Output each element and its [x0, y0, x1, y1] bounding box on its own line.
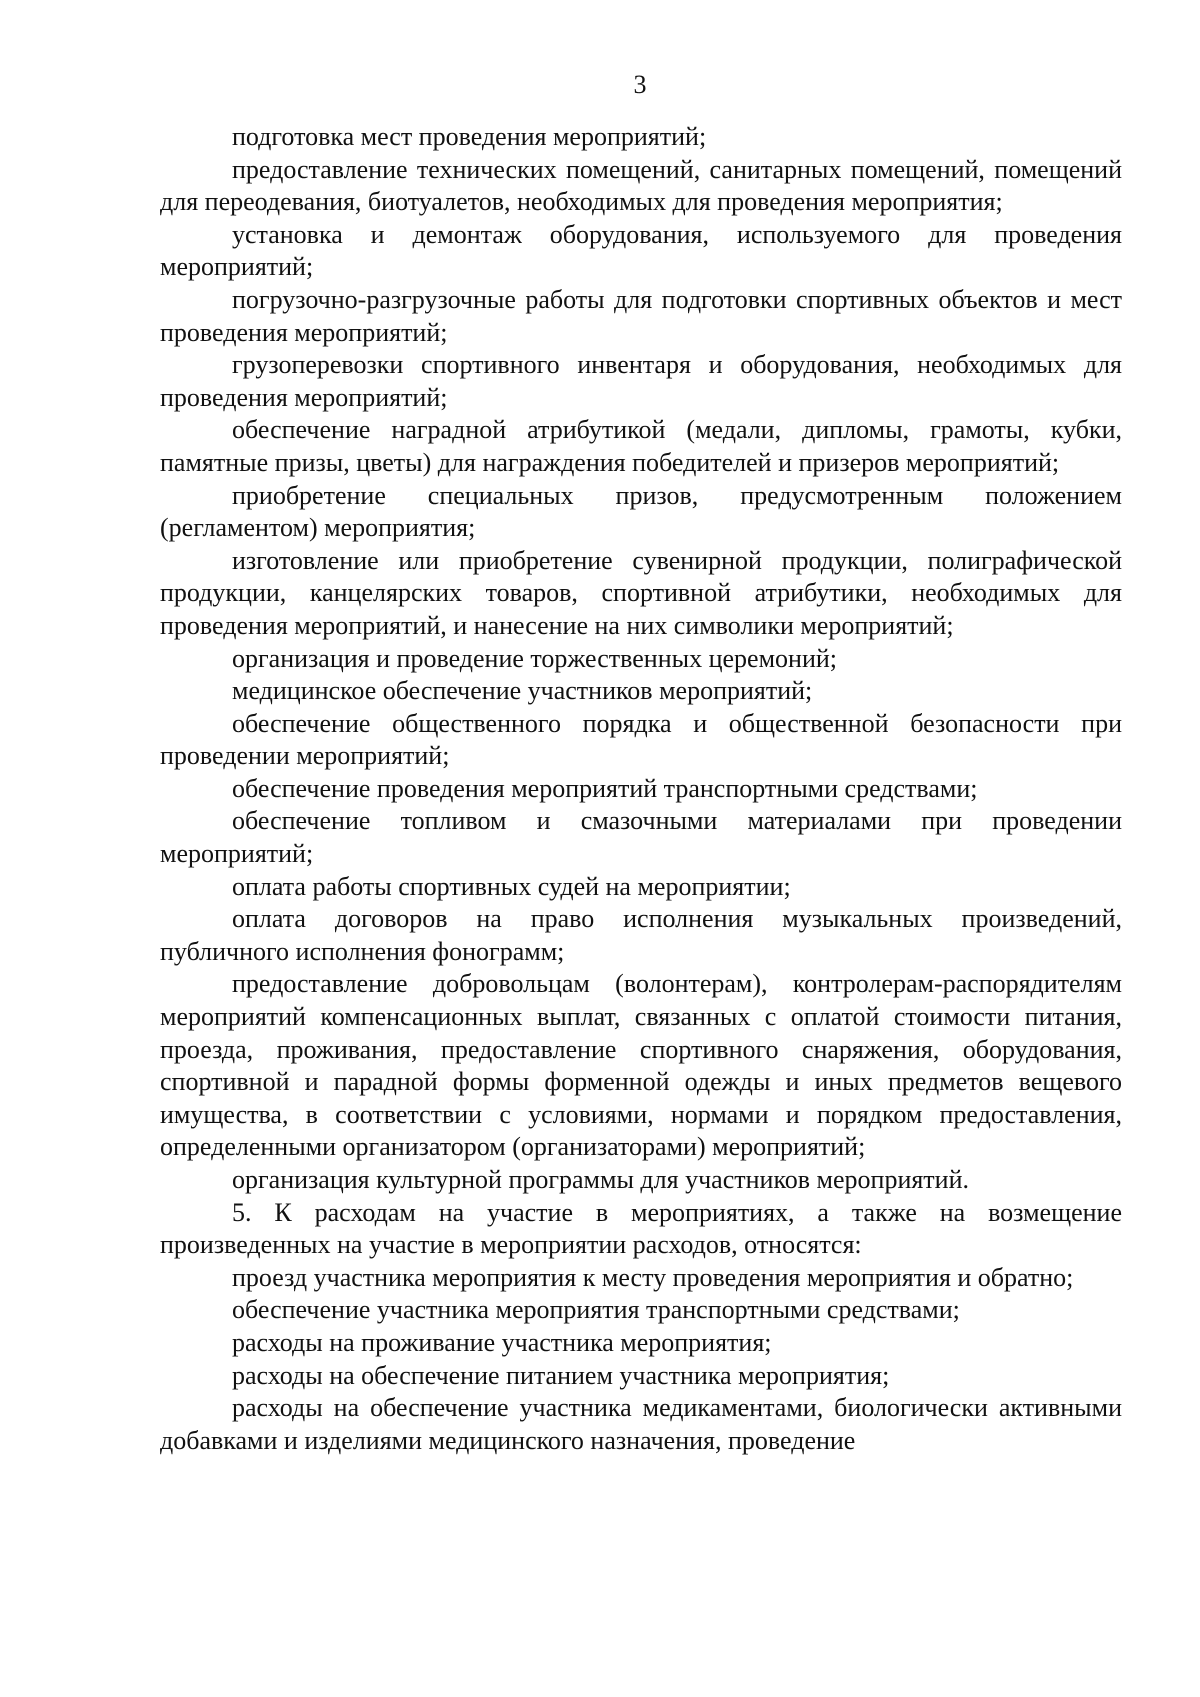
paragraph: проезд участника мероприятия к месту проведения мероприятия и обратно; [232, 1262, 1074, 1292]
paragraph: расходы на обеспечение питанием участника мероприятия; [232, 1360, 890, 1390]
paragraph: предоставление технических помещений, санитарных помещений, помещений для переодевания, биотуалетов, необходимых для проведения мероприятия; [160, 154, 1122, 217]
paragraph: организация и проведение торжественных церемоний; [232, 643, 838, 673]
paragraph: погрузочно-разгрузочные работы для подготовки спортивных объектов и мест проведения мероприятий; [160, 284, 1122, 347]
paragraph: обеспечение участника мероприятия транспортными средствами; [232, 1295, 960, 1325]
section-paragraph: 5. К расходам на участие в мероприятиях, а также на возмещение произведенных на участие в мероприятии расходов, относятся: [160, 1197, 1122, 1260]
paragraph: обеспечение общественного порядка и общественной безопасности при проведении мероприятий; [160, 708, 1122, 771]
paragraph: обеспечение проведения мероприятий транспортными средствами; [232, 773, 978, 803]
paragraph: обеспечение наградной атрибутикой (медали, дипломы, грамоты, кубки, памятные призы, цветы) для награждения победителей и призеров мероприятий; [160, 415, 1122, 477]
paragraph: подготовка мест проведения мероприятий; [232, 122, 707, 151]
paragraph: оплата договоров на право исполнения музыкальных произведений, публичного исполнения фонограмм; [160, 904, 1122, 966]
paragraph: расходы на проживание участника мероприятия; [232, 1327, 772, 1357]
document-body [160, 121, 1122, 1457]
page-number: 3 [633, 70, 647, 99]
paragraph: установка и демонтаж оборудования, используемого для проведения мероприятий; [160, 219, 1122, 282]
paragraph: медицинское обеспечение участников мероприятий; [232, 676, 813, 706]
paragraph: предоставление добровольцам (волонтерам), контролерам-распорядителям мероприятий компенсационных выплат, связанных с оплатой стоимости питания, проезда, проживания, предоставление спортивного снаряжения, оборудования, спортивной и парадной формы форменной одежды и иных предметов вещевого имущества, в соответствии с условиями, нормами и порядком предоставления, определенными организатором (организаторами) мероприятий; [160, 969, 1122, 1162]
paragraph: обеспечение топливом и смазочными материалами при проведении мероприятий; [160, 806, 1122, 869]
paragraph: оплата работы спортивных судей на мероприятии; [232, 871, 791, 901]
paragraph: расходы на обеспечение участника медикаментами, биологически активными добавками и изделиями медицинского назначения, проведение [160, 1393, 1122, 1455]
paragraph: приобретение специальных призов, предусмотренным положением (регламентом) мероприятия; [160, 480, 1122, 543]
paragraph: организация культурной программы для участников мероприятий. [232, 1165, 970, 1194]
paragraph: изготовление или приобретение сувенирной продукции, полиграфической продукции, канцелярских товаров, спортивной атрибутики, необходимых для проведения мероприятий, и нанесение на них символики мероприятий; [160, 545, 1122, 640]
paragraph: грузоперевозки спортивного инвентаря и оборудования, необходимых для проведения мероприятий; [160, 350, 1122, 412]
